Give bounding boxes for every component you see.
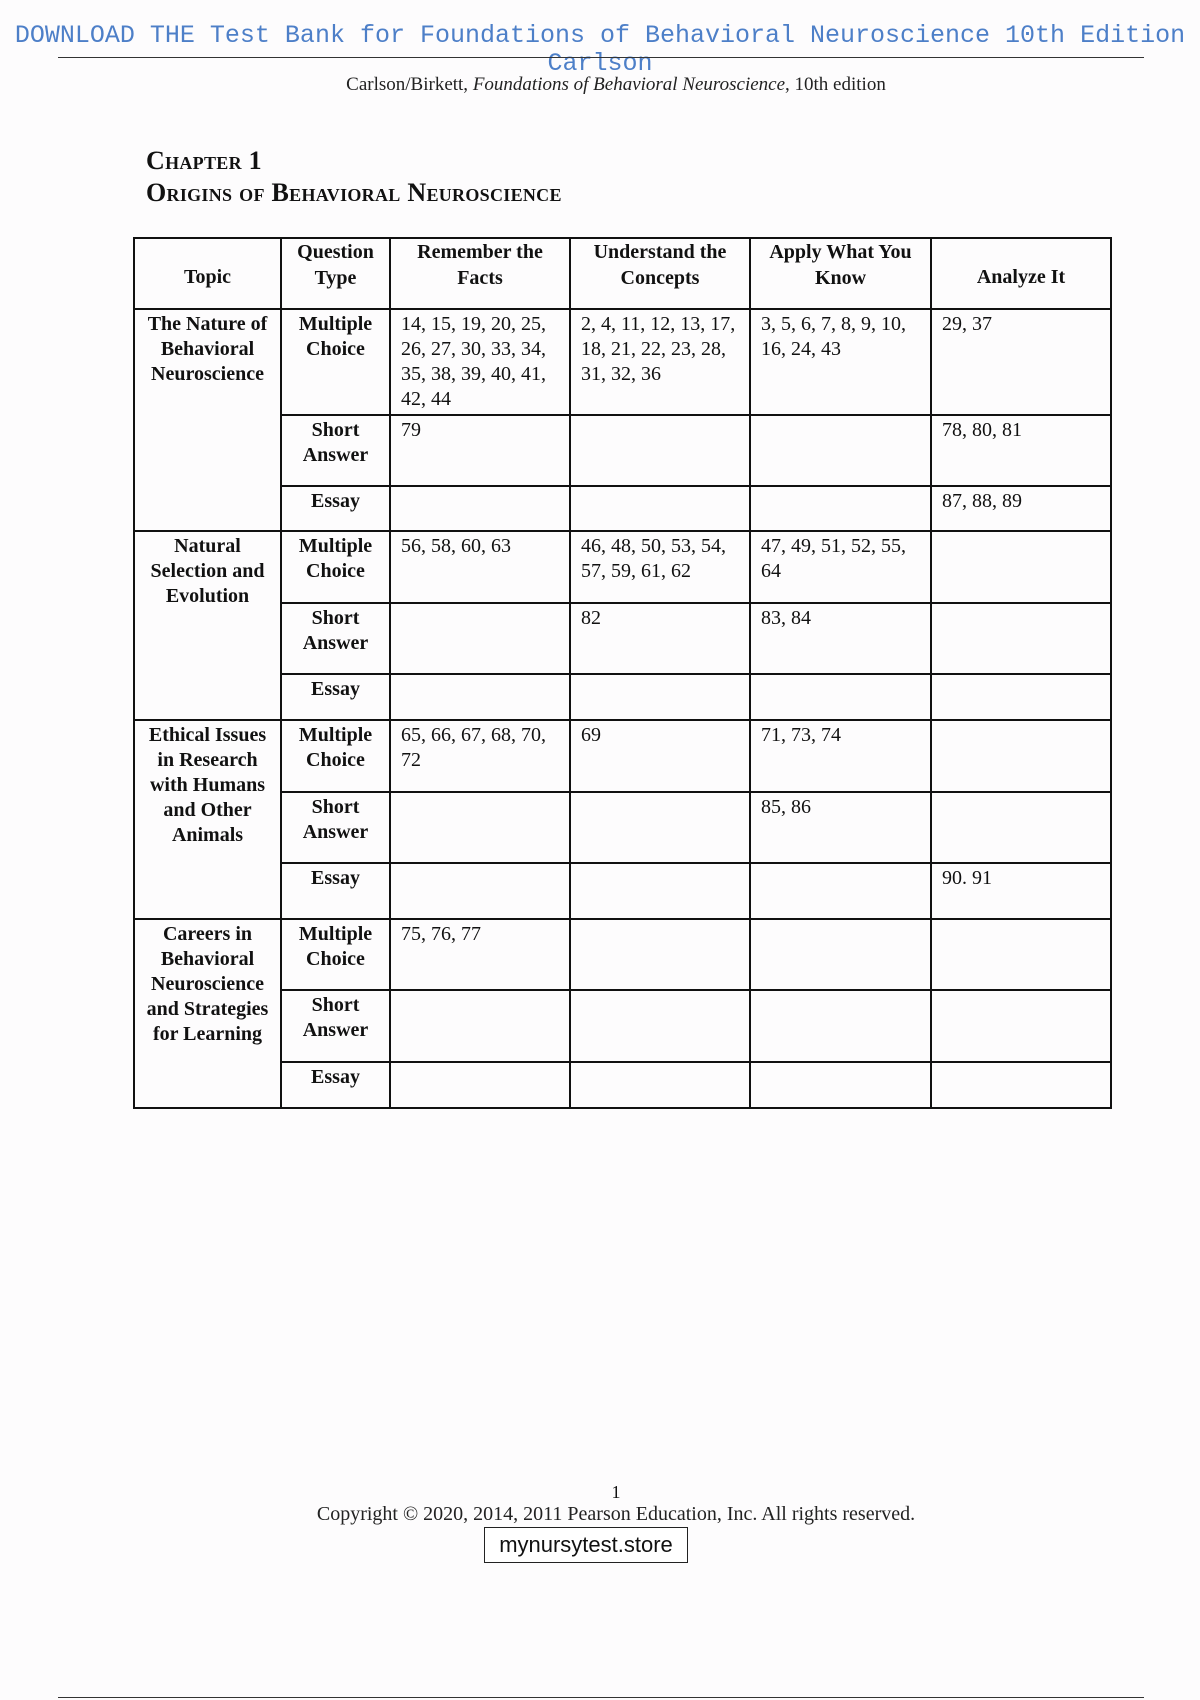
chapter-title: Origins of Behavioral Neuroscience bbox=[146, 178, 562, 207]
question-type-cell: Essay bbox=[281, 863, 390, 919]
apply-cell bbox=[750, 990, 931, 1062]
understand-cell bbox=[570, 792, 750, 863]
topic-cell: Ethical Issues in Research with Humans and Other Animals bbox=[134, 720, 281, 919]
table-row bbox=[134, 603, 1111, 674]
apply-cell bbox=[750, 919, 931, 990]
understand-cell: 69 bbox=[570, 720, 750, 792]
remember-cell bbox=[390, 1062, 570, 1108]
analyze-cell bbox=[931, 603, 1111, 674]
table-row bbox=[134, 415, 1111, 486]
question-type-cell: Essay bbox=[281, 1062, 390, 1108]
understand-cell: 2, 4, 11, 12, 13, 17, 18, 21, 22, 23, 28, 31, 32, 36 bbox=[570, 309, 750, 415]
remember-cell bbox=[390, 486, 570, 531]
table-row bbox=[134, 792, 1111, 863]
remember-cell bbox=[390, 792, 570, 863]
remember-cell bbox=[390, 603, 570, 674]
table-row bbox=[134, 309, 1111, 415]
analyze-cell bbox=[931, 674, 1111, 720]
test-bank-table bbox=[133, 237, 1112, 1109]
question-type-cell: Multiple Choice bbox=[281, 309, 390, 415]
apply-cell: 3, 5, 6, 7, 8, 9, 10, 16, 24, 43 bbox=[750, 309, 931, 415]
table-header-row bbox=[134, 238, 1111, 309]
analyze-cell bbox=[931, 792, 1111, 863]
running-header bbox=[0, 74, 1200, 96]
copyright-notice: Copyright © 2020, 2014, 2011 Pearson Education, Inc. All rights reserved. bbox=[316, 1503, 916, 1525]
question-type-cell: Short Answer bbox=[281, 603, 390, 674]
apply-cell: 83, 84 bbox=[750, 603, 931, 674]
apply-cell bbox=[750, 863, 931, 919]
understand-cell bbox=[570, 863, 750, 919]
table-row bbox=[134, 919, 1111, 990]
table-row bbox=[134, 486, 1111, 531]
analyze-cell: 90. 91 bbox=[931, 863, 1111, 919]
header-authors: Carlson/Birkett, bbox=[346, 74, 473, 95]
table-row bbox=[134, 531, 1111, 603]
understand-cell bbox=[570, 415, 750, 486]
table-row bbox=[134, 674, 1111, 720]
question-type-cell: Multiple Choice bbox=[281, 720, 390, 792]
apply-cell: 85, 86 bbox=[750, 792, 931, 863]
remember-cell bbox=[390, 674, 570, 720]
page-number: 1 bbox=[611, 1482, 621, 1502]
apply-cell bbox=[750, 486, 931, 531]
analyze-cell: 78, 80, 81 bbox=[931, 415, 1111, 486]
question-type-cell: Multiple Choice bbox=[281, 531, 390, 603]
remember-cell bbox=[390, 863, 570, 919]
remember-cell: 56, 58, 60, 63 bbox=[390, 531, 570, 603]
question-type-cell: Essay bbox=[281, 674, 390, 720]
understand-cell bbox=[570, 674, 750, 720]
understand-cell: 46, 48, 50, 53, 54, 57, 59, 61, 62 bbox=[570, 531, 750, 603]
chapter-number: Chapter 1 bbox=[146, 146, 262, 175]
understand-cell bbox=[570, 990, 750, 1062]
column-header-question-type: Question Type bbox=[281, 238, 390, 309]
analyze-cell bbox=[931, 990, 1111, 1062]
header-book-title: Foundations of Behavioral Neuroscience bbox=[472, 74, 786, 95]
remember-cell: 65, 66, 67, 68, 70, 72 bbox=[390, 720, 570, 792]
apply-cell bbox=[750, 674, 931, 720]
banner-divider bbox=[58, 57, 1144, 58]
column-header-understand: Understand the Concepts bbox=[570, 238, 750, 309]
header-edition: , 10th edition bbox=[785, 74, 886, 95]
analyze-cell bbox=[931, 720, 1111, 792]
remember-cell: 79 bbox=[390, 415, 570, 486]
column-header-analyze: Analyze It bbox=[931, 238, 1111, 309]
understand-cell bbox=[570, 486, 750, 531]
analyze-cell: 87, 88, 89 bbox=[931, 486, 1111, 531]
apply-cell bbox=[750, 1062, 931, 1108]
question-type-cell: Short Answer bbox=[281, 415, 390, 486]
column-header-remember: Remember the Facts bbox=[390, 238, 570, 309]
understand-cell bbox=[570, 1062, 750, 1108]
table-row bbox=[134, 990, 1111, 1062]
topic-cell: Natural Selection and Evolution bbox=[134, 531, 281, 720]
column-header-topic: Topic bbox=[134, 238, 281, 309]
topic-cell: Careers in Behavioral Neuroscience and Strategies for Learning bbox=[134, 919, 281, 1108]
site-link-badge[interactable]: mynursytest.store bbox=[484, 1527, 688, 1563]
remember-cell bbox=[390, 990, 570, 1062]
apply-cell bbox=[750, 415, 931, 486]
understand-cell: 82 bbox=[570, 603, 750, 674]
bottom-divider bbox=[58, 1697, 1144, 1698]
topic-cell: The Nature of Behavioral Neuroscience bbox=[134, 309, 281, 531]
apply-cell: 71, 73, 74 bbox=[750, 720, 931, 792]
table-row bbox=[134, 863, 1111, 919]
analyze-cell bbox=[931, 919, 1111, 990]
table-row bbox=[134, 720, 1111, 792]
question-type-cell: Multiple Choice bbox=[281, 919, 390, 990]
analyze-cell: 29, 37 bbox=[931, 309, 1111, 415]
remember-cell: 14, 15, 19, 20, 25, 26, 27, 30, 33, 34, 35, 38, 39, 40, 41, 42, 44 bbox=[390, 309, 570, 415]
apply-cell: 47, 49, 51, 52, 55, 64 bbox=[750, 531, 931, 603]
analyze-cell bbox=[931, 531, 1111, 603]
question-type-cell: Short Answer bbox=[281, 990, 390, 1062]
remember-cell: 75, 76, 77 bbox=[390, 919, 570, 990]
download-banner-link[interactable]: DOWNLOAD THE Test Bank for Foundations of Behavioral Neuroscience 10th Edition Carlson bbox=[14, 21, 1186, 78]
table-row bbox=[134, 1062, 1111, 1108]
question-type-cell: Short Answer bbox=[281, 792, 390, 863]
understand-cell bbox=[570, 919, 750, 990]
question-type-cell: Essay bbox=[281, 486, 390, 531]
column-header-apply: Apply What You Know bbox=[750, 238, 931, 309]
analyze-cell bbox=[931, 1062, 1111, 1108]
